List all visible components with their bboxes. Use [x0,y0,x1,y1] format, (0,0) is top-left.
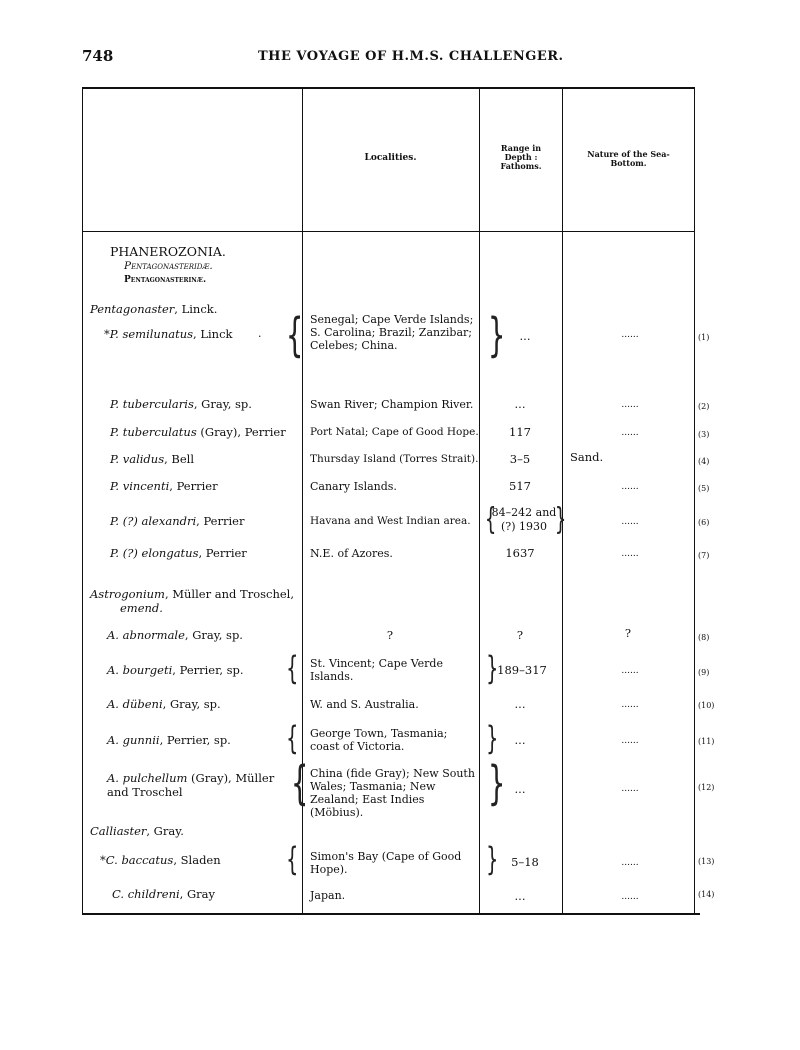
type-mark: * [104,327,110,341]
brace-icon: { [286,719,299,757]
brace-icon: } [486,649,499,687]
table-row [112,887,215,901]
table-row [110,546,247,560]
depth-cell: ... [514,697,526,711]
nature-cell: ...... [621,784,639,794]
nature-cell: ...... [621,482,639,492]
nature-cell: ...... [621,858,639,868]
species-name: P. vincenti [110,479,170,493]
species-authority: , Linck [193,327,233,341]
genus-emend [120,601,163,615]
column-rule-localities [479,88,480,914]
nature-cell: ...... [621,517,639,527]
genus-heading [90,302,217,316]
genus-authority: , Müller and Troschel, [164,587,295,601]
note-ref: (14) [698,890,715,899]
table-row [100,853,221,867]
species-authority: (Gray), Perrier [196,425,286,439]
table-header-rule [82,231,695,232]
depth-cell: ... [514,397,526,411]
note-ref: (13) [698,857,715,866]
locality-cell: Havana and West Indian area. [310,515,471,527]
locality-cell: St. Vincent; Cape Verde Islands. [310,657,443,683]
column-rule-left [82,88,83,914]
depth-cell: ... [514,782,526,796]
table-row [110,397,252,411]
table-row [110,452,194,466]
locality-cell: N.E. of Azores. [310,547,393,560]
table-row [107,628,243,642]
page-number: 748 [82,47,114,65]
note-ref: (10) [698,701,715,710]
table-row [107,697,221,711]
table-row [104,327,233,341]
type-mark: * [100,853,106,867]
nature-cell: ...... [621,549,639,559]
locality-cell: Port Natal; Cape of Good Hope. [310,426,479,438]
brace-icon: { [290,756,309,810]
note-ref: (12) [698,783,715,792]
header-range-line-1: Range in [500,143,542,153]
header-range-line-2: Depth : [504,152,538,162]
locality-cell: Thursday Island (Torres Strait). [310,453,479,465]
nature-cell: ...... [621,736,639,746]
note-ref: (5) [698,484,710,493]
leader-dots: . [258,327,262,340]
brace-icon: } [487,756,506,810]
nature-cell: ...... [621,700,639,710]
species-authority: , Perrier [198,546,247,560]
brace-icon: } [554,502,567,537]
genus-authority: , Gray. [146,824,184,838]
subfamily-heading: Pentagonasterinæ. [124,275,207,285]
genus-emend-text: emend. [120,601,163,615]
genus-name: Astrogonium [90,587,165,601]
species-name: P. validus [110,452,165,466]
nature-cell: ...... [621,400,639,410]
species-name: A. bourgeti [107,663,173,677]
depth-cell: 117 [509,425,531,439]
order-heading: PHANEROZONIA. [110,244,226,259]
species-authority: , Gray [179,887,216,901]
table-bottom-rule [82,913,700,915]
note-ref: (9) [698,668,710,677]
depth-cell: ... [514,733,526,747]
species-authority: , Perrier [196,514,245,528]
genus-heading [90,587,294,601]
brace-icon: { [285,308,304,362]
table-row [110,514,244,528]
locality-cell: Senegal; Cape Verde Islands; S. Carolina; Brazil; Zanzibar; Celebes; China. [310,313,474,352]
locality-cell: Canary Islands. [310,480,397,493]
depth-cell: 517 [509,479,531,493]
family-heading: Pentagonasteridæ. [124,260,213,272]
species-name: C. childreni [112,887,180,901]
species-name: A. pulchellum [107,771,188,785]
depth-cell: 84–242 and (?) 1930 [491,506,557,533]
species-name: P. tubercularis [110,397,194,411]
note-ref: (2) [698,402,710,411]
locality-cell: Japan. [310,889,346,902]
depth-cell: ? [516,628,524,642]
species-name: P. (?) elongatus [110,546,199,560]
header-nature-line-1: Nature of the Sea- [587,149,670,159]
species-authority: , Perrier, sp. [172,663,244,677]
species-authority: , Perrier [169,479,218,493]
table-row [107,771,287,799]
genus-name: Pentagonaster [90,302,175,316]
species-name: C. baccatus [105,853,174,867]
species-name: P. (?) alexandri [110,514,197,528]
species-name: P. tuberculatus [110,425,197,439]
brace-icon: } [487,308,506,362]
locality-cell: ? [386,628,394,642]
nature-cell: ...... [621,330,639,340]
nature-cell: ...... [621,666,639,676]
locality-cell: Simon's Bay (Cape of Good Hope). [310,850,462,876]
depth-cell: 1637 [505,546,535,560]
table-row [110,479,218,493]
column-rule-nature [694,88,695,914]
header-range [480,144,562,171]
note-ref: (1) [698,333,710,342]
species-authority: , Gray, sp. [193,397,252,411]
brace-icon: { [286,649,299,687]
note-ref: (4) [698,457,710,466]
brace-icon: } [486,719,499,757]
nature-cell: ...... [621,892,639,902]
column-rule-range [562,88,563,914]
nature-cell: ? [624,626,632,640]
species-name: A. gunnii [107,733,160,747]
note-ref: (7) [698,551,710,560]
locality-cell: W. and S. Australia. [310,698,419,711]
species-name: A. abnormale [107,628,185,642]
depth-cell: 189–317 [497,663,547,677]
species-authority: , Gray, sp. [184,628,243,642]
table-row [107,733,231,747]
depth-cell: ... [519,329,531,343]
depth-cell: 5–18 [511,855,539,869]
nature-cell: ...... [621,428,639,438]
species-authority: (Gray), Müller and Troschel [107,771,275,799]
genus-authority: , Linck. [174,302,218,316]
note-ref: (6) [698,518,710,527]
header-nature [563,150,694,168]
species-name: P. semilunatus [109,327,194,341]
header-localities: Localities. [364,153,417,163]
species-authority: , Gray, sp. [162,697,221,711]
nature-cell: Sand. [570,450,604,464]
table-top-rule [82,87,695,89]
genus-heading [90,824,184,838]
running-title: THE VOYAGE OF H.M.S. CHALLENGER. [258,49,564,64]
brace-icon: } [486,840,499,878]
note-ref: (8) [698,633,710,642]
depth-cell: 3–5 [509,452,531,466]
genus-name: Calliaster [90,824,147,838]
species-authority: , Bell [164,452,195,466]
locality-cell: China (fide Gray); New South Wales; Tasmania; New Zealand; East Indies (Möbius). [310,767,475,819]
header-nature-line-2: Bottom. [610,158,647,168]
species-authority: , Sladen [173,853,221,867]
header-range-line-3: Fathoms. [500,161,542,171]
note-ref: (3) [698,430,710,439]
locality-cell: George Town, Tasmania; coast of Victoria. [310,727,448,753]
species-name: A. dübeni [107,697,163,711]
table-row [110,425,286,439]
depth-cell: ... [514,889,526,903]
brace-icon: { [484,502,497,537]
brace-icon: { [286,840,299,878]
note-ref: (11) [698,737,715,746]
locality-cell: Swan River; Champion River. [310,398,474,411]
table-row [107,663,244,677]
species-authority: , Perrier, sp. [159,733,231,747]
